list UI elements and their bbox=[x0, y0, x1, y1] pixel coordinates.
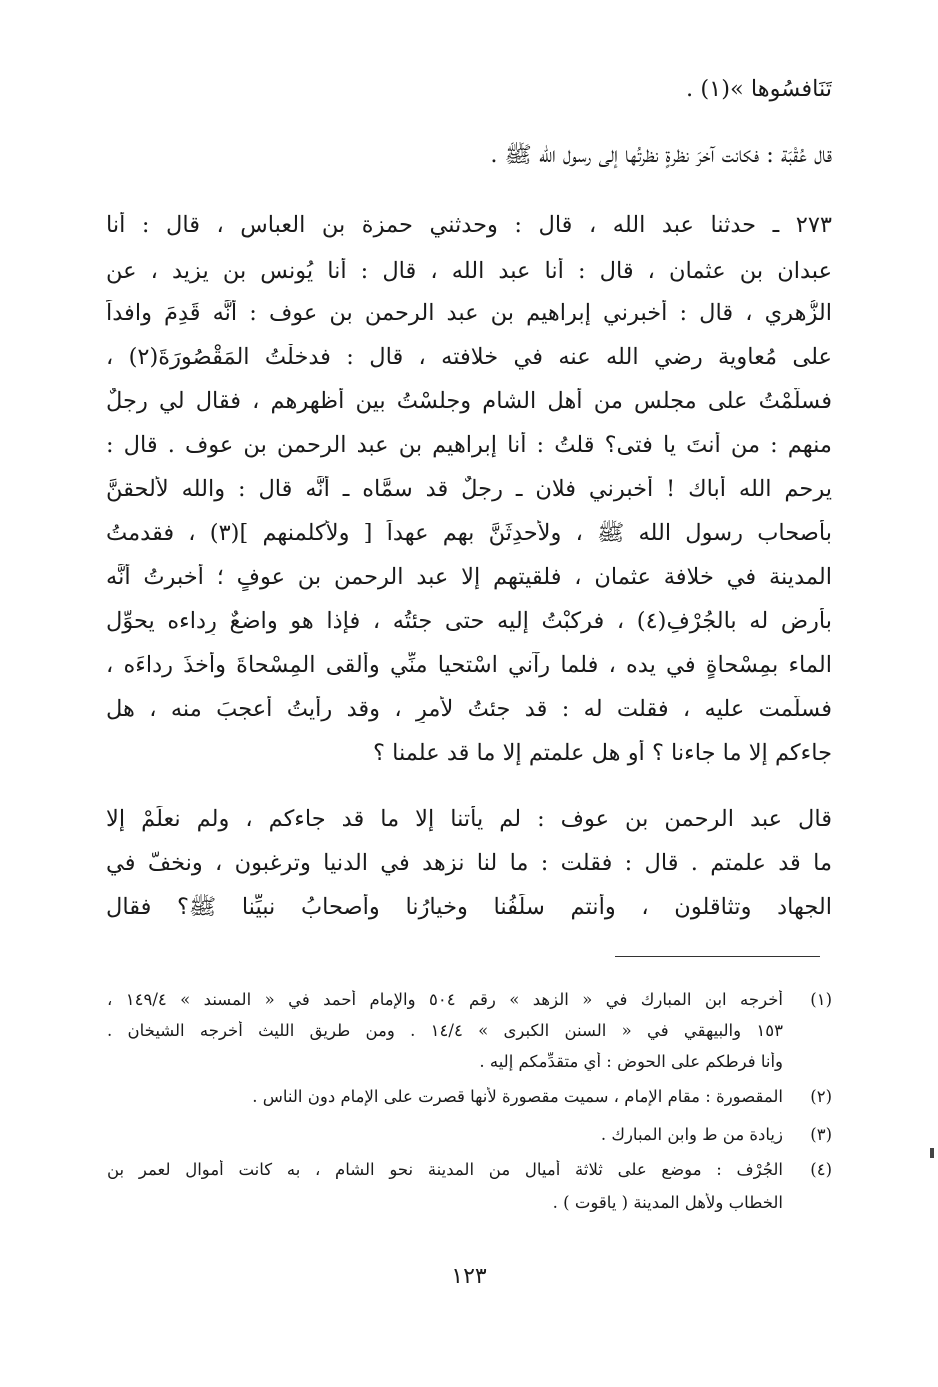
body-line: فسلَّمْتُ على مجلس من أهل الشام وجلسْتُ بين أظهرهم ، فقال لي رجلٌ bbox=[106, 388, 832, 414]
body-line: المدينة في خلافة عثمان ، فلقيتهم إلا عبد الرحمن بن عوفٍ ؛ أُخبرتُ أنَّه bbox=[106, 564, 832, 590]
footnote-line: زيادة من ط وابن المبارك . bbox=[600, 1125, 783, 1144]
body-line: على مُعاوية رضي الله عنه في خلافته ، قال : فدخلْتُ المَقْصُورَةَ(٢) ، bbox=[106, 344, 832, 370]
footnote-line: وأنا فرطكم على الحوض : أي متقدِّمكم إليه . bbox=[479, 1052, 783, 1071]
edge-mark bbox=[930, 1148, 934, 1158]
body-line: منهم : من أنتَ يا فتى؟ قلتُ : أنا إبراهيم بن عبد الرحمن بن عوف . قال : bbox=[106, 432, 832, 458]
footnote-line: الخطاب ولأهل المدينة ( ياقوت ) . bbox=[552, 1193, 783, 1212]
footnote-line: ١٥٣ والبيهقي في « السنن الكبرى » ١٤/٤ . ومن طريق الليث أخرجه الشيخان . bbox=[107, 1021, 783, 1040]
body-line: تَنَافسُوها »(١) . bbox=[686, 76, 832, 102]
footnote-separator bbox=[615, 956, 820, 957]
footnote-number: (١) bbox=[810, 990, 832, 1009]
body-line: بأرضٍ له بالجُرْفِ(٤) ، فركبْتُ إليه حتى جئتُه ، فإذا هو واضعٌ رِداءه يحوِّل bbox=[106, 608, 832, 634]
body-line: عبدان بن عثمان ، قال : أنا عبد الله ، قال : أنا يُونس بن يزيد ، عن bbox=[106, 258, 832, 284]
footnote-number: (٤) bbox=[810, 1160, 832, 1179]
body-line: ٢٧٣ ـ حدثنا عبد الله ، قال : وحدثني حمزة بن العباس ، قال : أنا bbox=[106, 212, 832, 238]
footnote-number: (٢) bbox=[810, 1087, 832, 1106]
body-line: ما قد علمتم . قال : فقلت : ما لنا نزهد في الدنيا وترغبون ، ونخفّ في bbox=[106, 850, 832, 876]
footnote-line: الجُرْف : موضع على ثلاثة أميال من المدينة نحو الشام ، به كانت أموال لعمر بن bbox=[107, 1160, 783, 1179]
body-line: يرحم الله أباك ! أخبرني فلان ـ رجلٌ قد سمَّاه ـ أنَّه قال : والله لألحقنَّ bbox=[106, 476, 832, 502]
body-line: الزُّهري ، قال : أخبرني إبراهيم بن عبد الرحمن بن عوف : أنَّه قَدِمَ وافداً bbox=[106, 300, 832, 326]
page-number: ١٢٣ bbox=[451, 1264, 487, 1289]
footnote-line: المقصورة : مقام الإمام ، سميت مقصورة لأنها قصرت على الإمام دون الناس . bbox=[252, 1087, 783, 1106]
body-line: قال عبد الرحمن بن عوف : لم يأتنا إلا ما قد جاءكم ، ولم نعلَمْ إلا bbox=[106, 806, 832, 832]
footnote-number: (٣) bbox=[810, 1125, 832, 1144]
body-line: جاءكم إلا ما جاءنا ؟ أو هل علمتم إلا ما قد علمنا ؟ bbox=[373, 740, 832, 766]
body-line: الماء بمِسْحاةٍ في يده ، فلما رآني اسْتحيا منِّي وألقى المِسْحاةَ وأخذَ رداءَه ، bbox=[106, 652, 832, 678]
body-line: فسلَّمت عليه ، فقلت له : قد جئتُ لأمرٍ ، وقد رأيتُ أعجبَ منه ، هل bbox=[106, 696, 832, 722]
body-line: الجهاد وتثاقلون ، وأنتم سلَفُنا وخيارُنا وأصحابُ نبيِّنا ﷺ؟ فقال bbox=[106, 894, 832, 920]
body-line: بأصحاب رسول الله ﷺ ، ولأحدِثَنَّ بهم عهداً [ ولأكلمنهم ](٣) ، فقدمتُ bbox=[106, 520, 832, 546]
body-line: قال عُقْبَة : فكانت آخرَ نظرةٍ نظرتُها إلى رسول الله ﷺ . bbox=[490, 142, 832, 168]
footnote-line: أخرجه ابن المبارك في « الزهد » رقم ٥٠٤ والإمام أحمد في « المسند » ١٤٩/٤ ، bbox=[107, 990, 783, 1009]
